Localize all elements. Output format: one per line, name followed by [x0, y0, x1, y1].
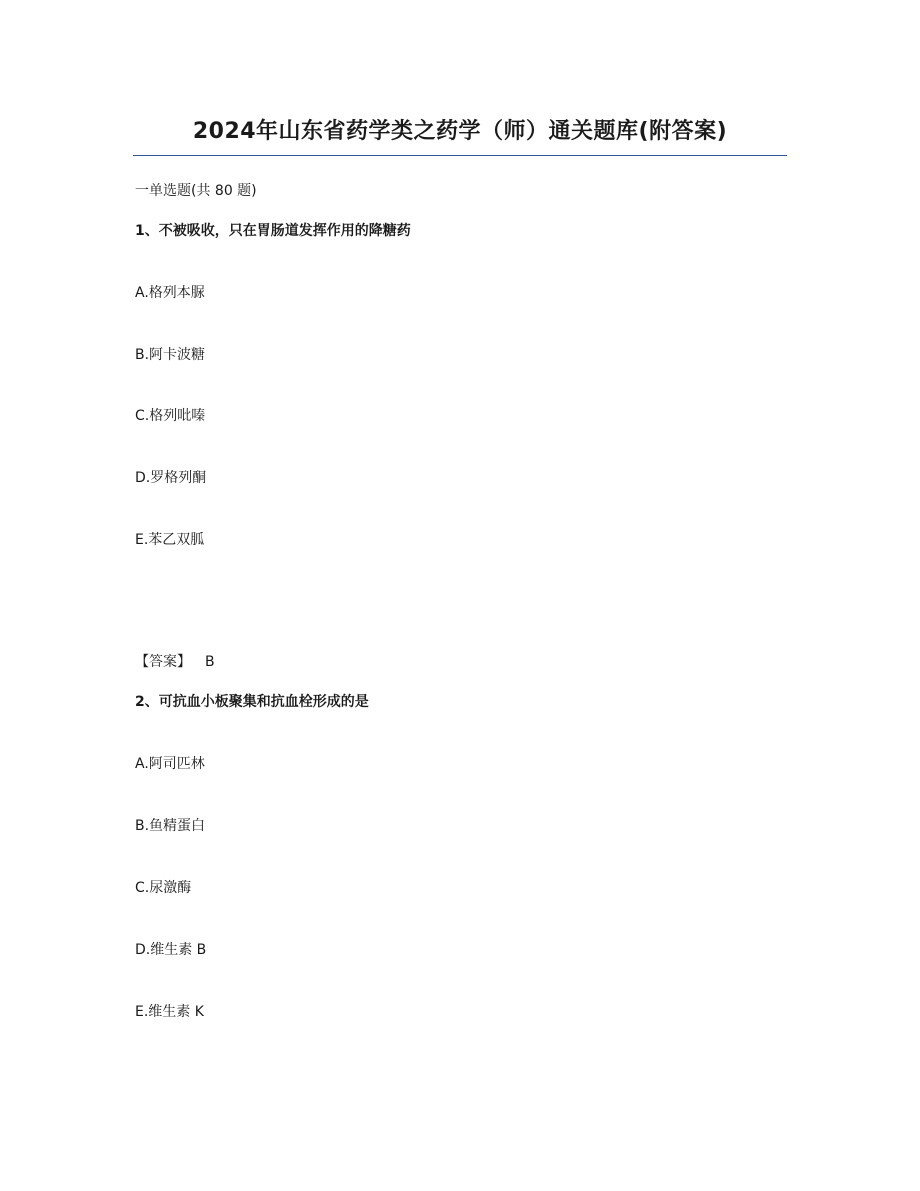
question-1-option-e: E.苯乙双胍 [135, 532, 205, 548]
question-2-option-a: A.阿司匹林 [135, 756, 205, 772]
question-1-option-d: D.罗格列酮 [135, 470, 207, 486]
question-1-option-c: C.格列吡嗪 [135, 408, 206, 424]
document-title: 2024年山东省药学类之药学（师）通关题库(附答案) [192, 119, 728, 144]
question-2-option-c: C.尿激酶 [135, 880, 192, 896]
question-1-option-a: A.格列本脲 [135, 285, 205, 301]
question-2-option-e: E.维生素 K [135, 1004, 204, 1020]
question-1-answer [135, 652, 215, 672]
question-1-option-b: B.阿卡波糖 [135, 347, 206, 363]
answer-value: B [205, 654, 215, 670]
title-underline [133, 155, 787, 156]
question-2-stem: 2、可抗血小板聚集和抗血栓形成的是 [135, 694, 369, 710]
question-1-stem: 1、不被吸收，只在胃肠道发挥作用的降糖药 [135, 223, 411, 239]
section-label: 一单选题(共 80 题) [135, 183, 257, 199]
question-2-option-b: B.鱼精蛋白 [135, 818, 206, 834]
question-2-option-d: D.维生素 B [135, 942, 207, 958]
answer-label: 【答案】 [135, 654, 191, 670]
